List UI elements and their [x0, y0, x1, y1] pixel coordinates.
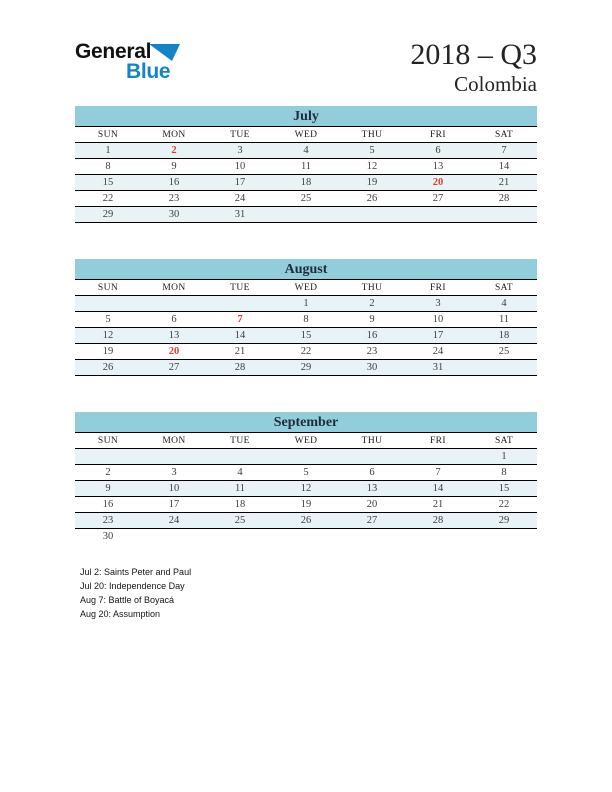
- day-cell: 1: [105, 145, 111, 156]
- day-cell: 16: [366, 330, 378, 341]
- holiday-item: Aug 20: Assumption: [80, 609, 161, 619]
- day-cell: 28: [234, 362, 246, 373]
- day-cell: 7: [435, 467, 441, 478]
- day-cell: 26: [300, 515, 312, 526]
- weekday-label: MON: [162, 436, 186, 446]
- month-august: [75, 259, 537, 376]
- day-cell: 15: [498, 483, 510, 494]
- day-cell: 19: [300, 499, 312, 510]
- day-cell: 24: [234, 193, 246, 204]
- day-cell: 16: [102, 499, 114, 510]
- day-cell: 4: [501, 298, 507, 309]
- weekday-label: SAT: [494, 130, 514, 140]
- month-header-bar: [75, 106, 537, 127]
- week-row: [75, 312, 537, 328]
- day-cell: 6: [171, 314, 177, 325]
- day-cell: 23: [168, 193, 180, 204]
- day-cell: 8: [105, 161, 111, 172]
- day-cell: 6: [435, 145, 441, 156]
- day-cell: 5: [105, 314, 111, 325]
- day-cell: 27: [168, 362, 180, 373]
- weekday-label: SAT: [494, 283, 514, 293]
- day-cell: 2: [369, 298, 375, 309]
- logo-text-general: General: [75, 40, 152, 63]
- weekday-label: FRI: [430, 130, 446, 140]
- day-cell: 3: [237, 145, 243, 156]
- week-row: [75, 449, 537, 465]
- week-row: [75, 207, 537, 223]
- week-row: [75, 191, 537, 207]
- day-cell: 23: [102, 515, 114, 526]
- weekday-label: FRI: [430, 436, 446, 446]
- day-cell: 20: [366, 499, 378, 510]
- weekday-header-row: [75, 280, 537, 296]
- day-cell: [405, 529, 471, 545]
- day-cell: 31: [432, 362, 444, 373]
- weekday-label: SAT: [494, 436, 514, 446]
- day-cell: 3: [435, 298, 441, 309]
- day-cell: 12: [300, 483, 312, 494]
- day-cell-holiday: 20: [168, 346, 180, 357]
- day-cell: 21: [498, 177, 510, 188]
- month-title: September: [273, 415, 339, 430]
- day-cell: 28: [498, 193, 510, 204]
- general-blue-logo: [75, 40, 187, 86]
- day-cell: [471, 207, 537, 223]
- day-cell-holiday: 20: [432, 177, 444, 188]
- day-cell: 13: [366, 483, 378, 494]
- week-row: [75, 328, 537, 344]
- day-cell: 25: [300, 193, 312, 204]
- day-cell: [273, 529, 339, 545]
- weekday-label: THU: [361, 283, 383, 293]
- weekday-label: WED: [294, 130, 318, 140]
- day-cell: 19: [366, 177, 378, 188]
- day-cell: 17: [168, 499, 180, 510]
- day-cell: [141, 529, 207, 545]
- day-cell: 14: [498, 161, 510, 172]
- month-title: July: [293, 109, 319, 124]
- day-cell: 10: [168, 483, 180, 494]
- day-cell: 13: [168, 330, 180, 341]
- page-subtitle: Colombia: [454, 72, 537, 96]
- holiday-item: Jul 2: Saints Peter and Paul: [80, 567, 192, 577]
- month-header-bar: [75, 412, 537, 433]
- weekday-label: TUE: [230, 436, 250, 446]
- week-row: [75, 465, 537, 481]
- day-cell: 24: [432, 346, 444, 357]
- day-cell: 21: [234, 346, 246, 357]
- day-cell: 11: [300, 161, 312, 172]
- day-cell: 11: [234, 483, 246, 494]
- day-cell: 10: [234, 161, 246, 172]
- day-cell: 23: [366, 346, 378, 357]
- day-cell: 18: [498, 330, 510, 341]
- day-cell: 27: [366, 515, 378, 526]
- months: [75, 106, 537, 545]
- week-row: [75, 296, 537, 312]
- day-cell: 2: [105, 467, 111, 478]
- day-cell: [339, 207, 405, 223]
- day-cell: 26: [366, 193, 378, 204]
- day-cell: 30: [102, 531, 114, 542]
- week-row: [75, 513, 537, 529]
- week-row: [75, 159, 537, 175]
- day-cell: 5: [303, 467, 309, 478]
- week-row: [75, 497, 537, 513]
- week-row: [75, 360, 537, 376]
- day-cell: 1: [303, 298, 309, 309]
- week-row: [75, 175, 537, 191]
- week-row: [75, 143, 537, 159]
- day-cell: 9: [105, 483, 111, 494]
- day-cell: [273, 449, 339, 465]
- day-cell: 14: [234, 330, 246, 341]
- day-cell: 30: [168, 209, 180, 220]
- day-cell: 24: [168, 515, 180, 526]
- day-cell: 28: [432, 515, 444, 526]
- day-cell: 22: [102, 193, 114, 204]
- day-cell: 26: [102, 362, 114, 373]
- day-cell: [75, 449, 141, 465]
- day-cell: 22: [300, 346, 312, 357]
- header: [75, 38, 537, 100]
- day-cell: 29: [498, 515, 510, 526]
- day-cell: [141, 296, 207, 312]
- day-cell: 9: [369, 314, 375, 325]
- day-cell: 12: [366, 161, 378, 172]
- day-cell: [339, 449, 405, 465]
- day-cell: [471, 529, 537, 545]
- weekday-label: SUN: [97, 436, 119, 446]
- day-cell: 9: [171, 161, 177, 172]
- day-cell: 4: [237, 467, 243, 478]
- day-cell: 18: [300, 177, 312, 188]
- day-cell: 12: [102, 330, 114, 341]
- weekday-label: TUE: [230, 283, 250, 293]
- day-cell-holiday: 2: [171, 145, 177, 156]
- day-cell-holiday: 7: [237, 314, 243, 325]
- weekday-header-row: [75, 433, 537, 449]
- day-cell: [207, 296, 273, 312]
- day-cell: 29: [300, 362, 312, 373]
- day-cell: 8: [501, 467, 507, 478]
- week-row: [75, 481, 537, 497]
- day-cell: 1: [501, 451, 507, 462]
- day-cell: 6: [369, 467, 375, 478]
- day-cell: 22: [498, 499, 510, 510]
- day-cell: 27: [432, 193, 444, 204]
- day-cell: [207, 449, 273, 465]
- day-cell: 13: [432, 161, 444, 172]
- day-cell: 21: [432, 499, 444, 510]
- day-cell: 10: [432, 314, 444, 325]
- day-cell: 18: [234, 499, 246, 510]
- day-cell: [405, 207, 471, 223]
- day-cell: 30: [366, 362, 378, 373]
- weekday-label: THU: [361, 436, 383, 446]
- week-row: [75, 529, 537, 545]
- holiday-item: Aug 7: Battle of Boyacá: [80, 595, 175, 605]
- logo-text-blue: Blue: [126, 60, 171, 83]
- month-title: August: [284, 262, 328, 277]
- weekday-label: MON: [162, 283, 186, 293]
- day-cell: 3: [171, 467, 177, 478]
- weekday-label: THU: [361, 130, 383, 140]
- weekday-label: FRI: [430, 283, 446, 293]
- day-cell: 25: [498, 346, 510, 357]
- day-cell: 29: [102, 209, 114, 220]
- title-block: [410, 38, 537, 97]
- day-cell: 8: [303, 314, 309, 325]
- day-cell: 4: [303, 145, 309, 156]
- day-cell: 11: [498, 314, 510, 325]
- day-cell: [207, 529, 273, 545]
- month-header-bar: [75, 259, 537, 280]
- day-cell: [141, 449, 207, 465]
- day-cell: 14: [432, 483, 444, 494]
- weekday-header-row: [75, 127, 537, 143]
- holiday-item: Jul 20: Independence Day: [80, 581, 185, 591]
- day-cell: 25: [234, 515, 246, 526]
- day-cell: 5: [369, 145, 375, 156]
- weekday-label: SUN: [97, 283, 119, 293]
- day-cell: [75, 296, 141, 312]
- weekday-label: MON: [162, 130, 186, 140]
- day-cell: 15: [300, 330, 312, 341]
- month-september: [75, 412, 537, 545]
- day-cell: [471, 360, 537, 376]
- day-cell: 17: [234, 177, 246, 188]
- day-cell: 31: [234, 209, 246, 220]
- weekday-label: TUE: [230, 130, 250, 140]
- day-cell: 19: [102, 346, 114, 357]
- day-cell: [339, 529, 405, 545]
- weekday-label: WED: [294, 436, 318, 446]
- holiday-list: [75, 565, 537, 621]
- weekday-label: SUN: [97, 130, 119, 140]
- week-row: [75, 344, 537, 360]
- day-cell: [273, 207, 339, 223]
- weekday-label: WED: [294, 283, 318, 293]
- day-cell: 17: [432, 330, 444, 341]
- day-cell: 15: [102, 177, 114, 188]
- logo-triangle-icon: [149, 44, 180, 61]
- day-cell: [405, 449, 471, 465]
- page-title: 2018 – Q3: [410, 38, 537, 71]
- day-cell: 7: [501, 145, 507, 156]
- month-july: [75, 106, 537, 223]
- day-cell: 16: [168, 177, 180, 188]
